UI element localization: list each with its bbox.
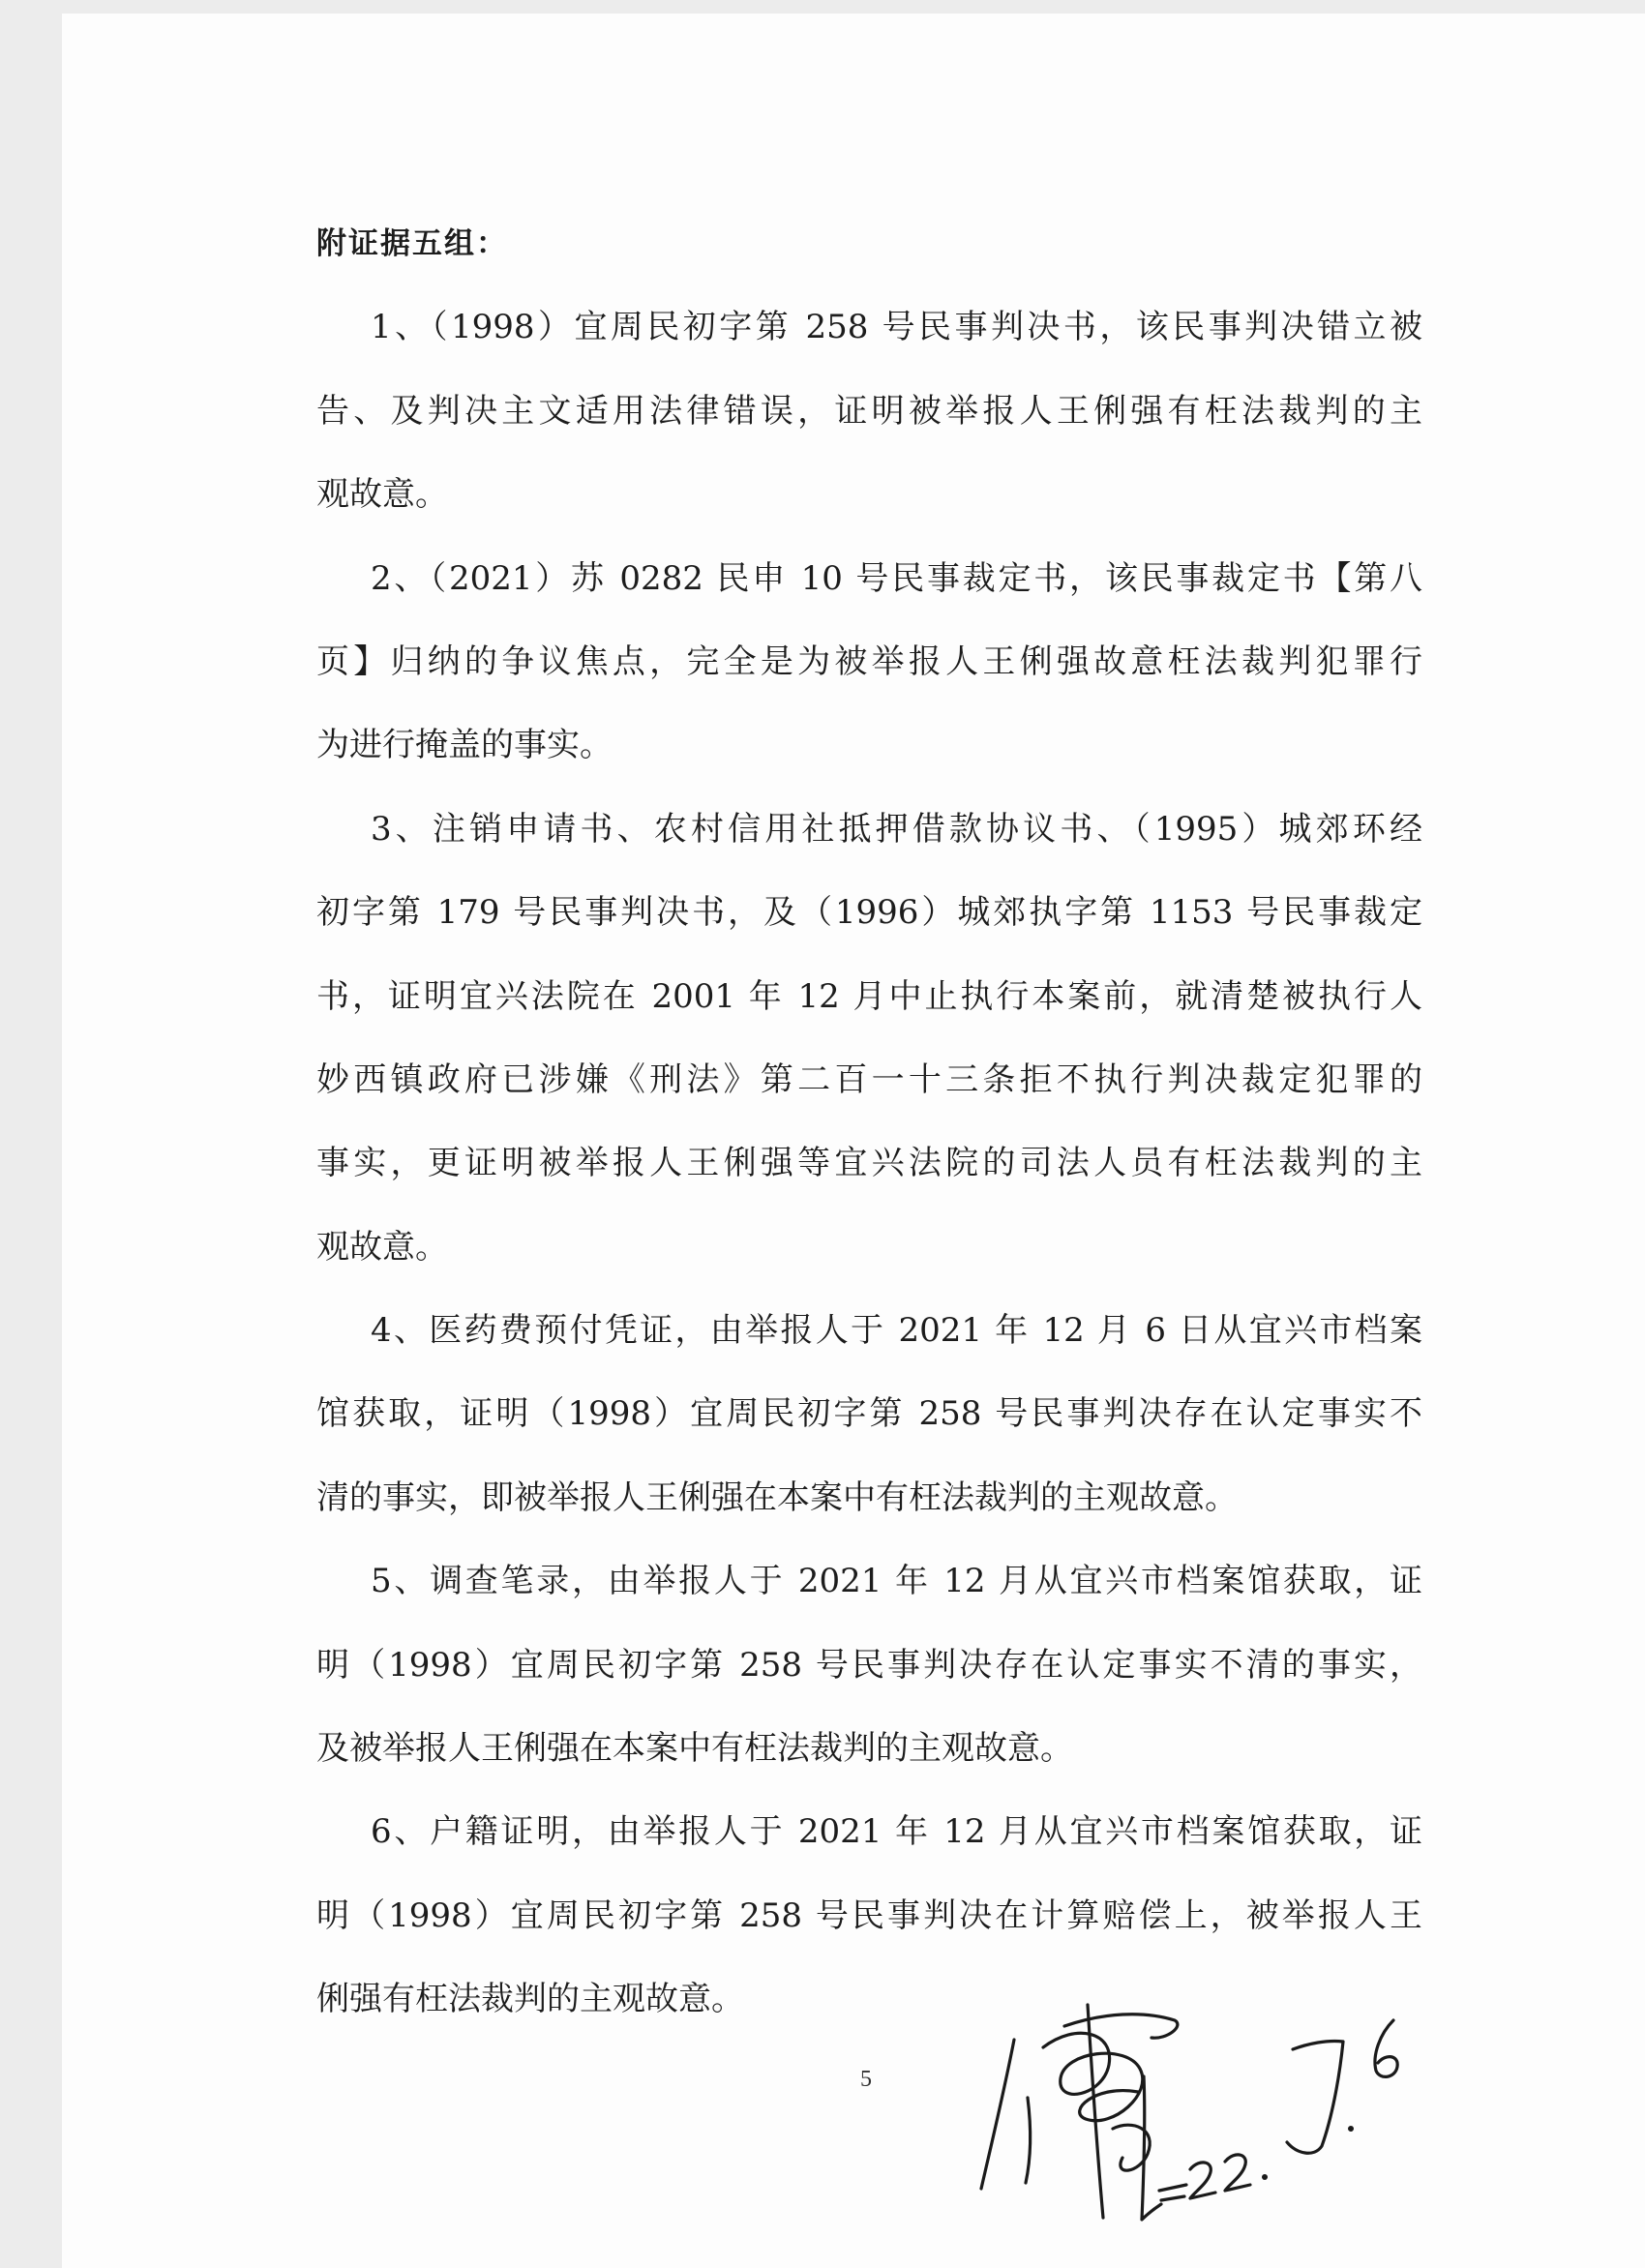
paragraph-line: 书，证明宜兴法院在 2001 年 12 月中止执行本案前，就清楚被执行人 — [316, 976, 1422, 1016]
paragraph-line: 观故意。 — [316, 1227, 448, 1267]
paragraph-line: 馆获取，证明（1998）宜周民初字第 258 号民事判决存在认定事实不 — [316, 1394, 1422, 1434]
paragraph-line: 事实，更证明被举报人王俐强等宜兴法院的司法人员有枉法裁判的主 — [316, 1144, 1422, 1183]
signature-stroke — [1375, 2020, 1397, 2076]
paragraph-line: 明（1998）宜周民初字第 258 号民事判决存在认定事实不清的事实， — [316, 1645, 1422, 1685]
paragraph-line: 6、户籍证明，由举报人于 2021 年 12 月从宜兴市档案馆获取，证 — [371, 1812, 1422, 1852]
paragraph-line: 俐强有枉法裁判的主观故意。 — [316, 1980, 744, 2019]
signature-stroke — [1161, 2196, 1184, 2200]
signature-dot — [1262, 2174, 1268, 2180]
section-heading: 附证据五组： — [316, 226, 508, 261]
signature-dot — [1348, 2126, 1354, 2132]
signature-date — [1142, 2020, 1397, 2220]
document-body — [316, 202, 1422, 2042]
paragraph-line: 2、（2021）苏 0282 民申 10 号民事裁定书，该民事裁定书【第八 — [371, 558, 1422, 598]
paragraph-line: 观故意。 — [316, 475, 448, 515]
signature-stroke — [1190, 2163, 1215, 2198]
paragraph-line: 初字第 179 号民事判决书，及（1996）城郊执字第 1153 号民事裁定 — [316, 893, 1422, 933]
paragraph-line: 为进行掩盖的事实。 — [316, 726, 613, 765]
signature-stroke — [1287, 2041, 1343, 2153]
evidence-item-3 — [316, 788, 1422, 1289]
signature-stroke — [1159, 2185, 1186, 2191]
paragraph-line: 1、（1998）宜周民初字第 258 号民事判决书，该民事判决错立被 — [371, 308, 1422, 347]
page-number: 5 — [860, 2067, 872, 2092]
handwritten-signature — [968, 1984, 1413, 2235]
evidence-item-5 — [316, 1539, 1422, 1790]
signature-name-strokes — [981, 2005, 1178, 2218]
evidence-item-4 — [316, 1289, 1422, 1539]
signature-stroke — [1026, 2098, 1031, 2183]
paragraph-line: 页】归纳的争议焦点，完全是为被举报人王俐强故意枉法裁判犯罪行 — [316, 642, 1422, 681]
paragraph-line: 告、及判决主文适用法律错误，证明被举报人王俐强有枉法裁判的主 — [316, 391, 1422, 431]
paragraph-line: 4、医药费预付凭证，由举报人于 2021 年 12 月 6 日从宜兴市档案 — [371, 1311, 1422, 1351]
paragraph-line: 清的事实，即被举报人王俐强在本案中有枉法裁判的主观故意。 — [316, 1477, 1238, 1517]
paragraph-line: 5、调查笔录，由举报人于 2021 年 12 月从宜兴市档案馆获取，证 — [371, 1562, 1422, 1601]
evidence-item-1 — [316, 285, 1422, 536]
signature-stroke — [1225, 2155, 1250, 2191]
paragraph-line: 妙西镇政府已涉嫌《刑法》第二百一十三条拒不执行判决裁定犯罪的 — [316, 1059, 1422, 1099]
paragraph-line: 3、注销申请书、农村信用社抵押借款协议书、（1995）城郊环经 — [371, 809, 1422, 849]
paragraph-line: 及被举报人王俐强在本案中有枉法裁判的主观故意。 — [316, 1729, 1073, 1769]
signature-stroke — [1142, 2076, 1161, 2220]
signature-stroke — [981, 2040, 1014, 2189]
paragraph-line: 明（1998）宜周民初字第 258 号民事判决在计算赔偿上，被举报人王 — [316, 1895, 1422, 1935]
evidence-item-2 — [316, 537, 1422, 788]
